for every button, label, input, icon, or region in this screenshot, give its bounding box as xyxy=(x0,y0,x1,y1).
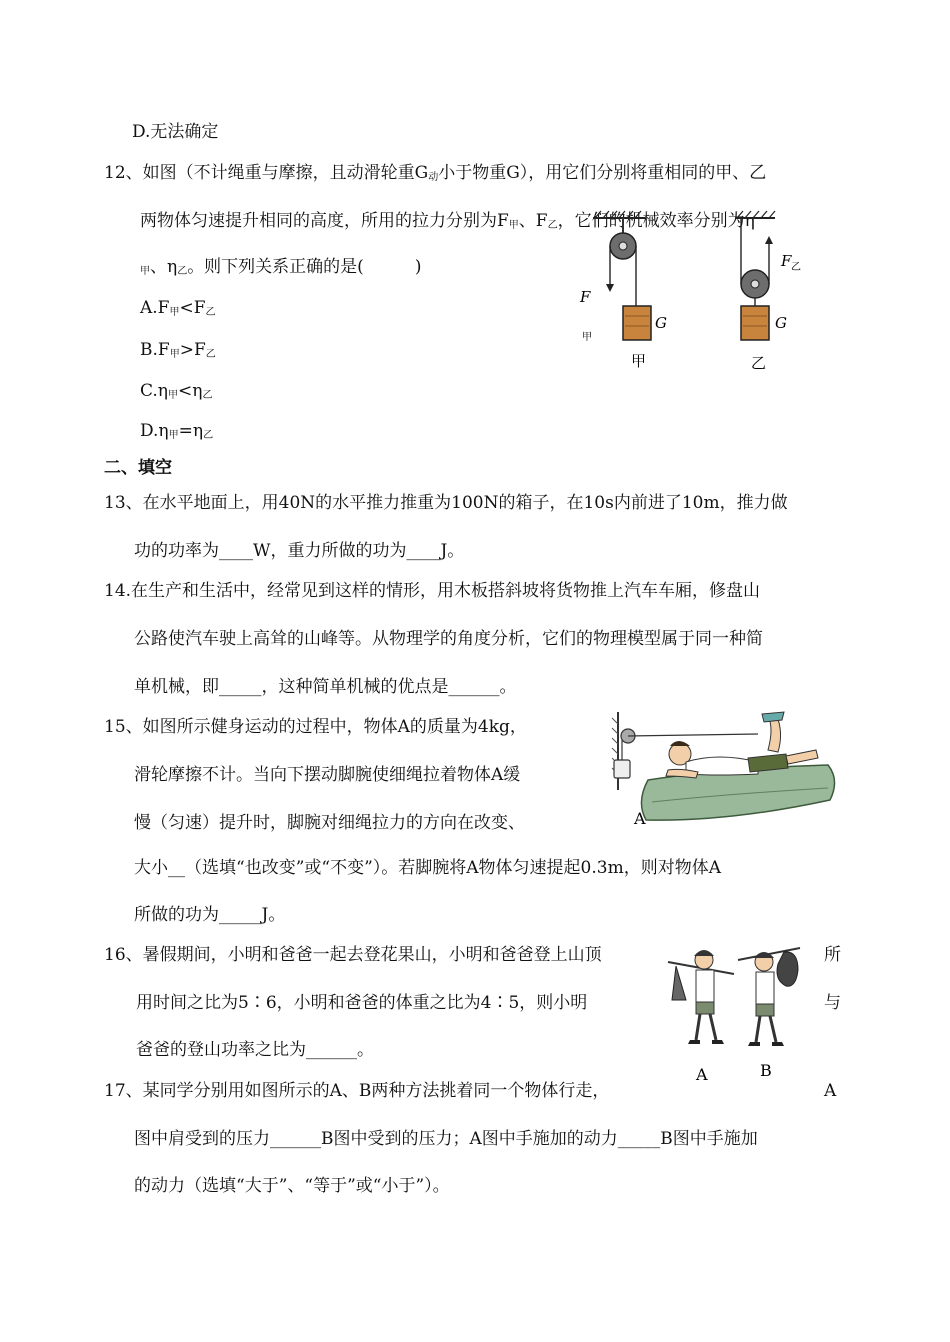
q14-line-1: 14.在生产和生活中，经常见到这样的情形，用木板搭斜坡将货物推上汽车车厢，修盘山 xyxy=(104,581,761,601)
q14-line-3: 单机械，即_____，这种简单机械的优点是______。 xyxy=(134,677,517,697)
weight-yi-label: G xyxy=(775,314,787,332)
q12-option-b-sub1: 甲 xyxy=(169,349,180,360)
q12-option-b-mid: >F xyxy=(179,340,206,360)
left-ceiling xyxy=(593,211,645,218)
force-yi-label: F xyxy=(781,252,792,270)
q16-line-2: 用时间之比为5∶6，小明和爸爸的体重之比为4∶5，则小明 xyxy=(136,993,588,1013)
q12-line-3-a: 、η xyxy=(150,257,178,277)
q12-option-d xyxy=(140,420,213,447)
caption-jia: 甲 xyxy=(631,352,647,370)
q12-sub-dong: 动 xyxy=(428,172,439,183)
q12-option-d-sub1: 甲 xyxy=(168,430,179,441)
q12-line-1-a: 12、如图（不计绳重与摩擦，且动滑轮重G xyxy=(104,163,429,183)
q12-line-2-a: 两物体匀速提升相同的高度，所用的拉力分别为F xyxy=(140,211,509,231)
q12-line-2-b: 、F xyxy=(518,211,548,231)
q13-line-2: 功的功率为____W，重力所做的功为____J。 xyxy=(134,541,465,561)
q12-line-1 xyxy=(104,162,766,189)
q12-line-3-sub-yi: 乙 xyxy=(177,266,188,277)
q12-line-3 xyxy=(140,256,421,283)
q15-line-3: 慢（匀速）提升时，脚腕对细绳拉力的方向在改变、 xyxy=(134,813,525,833)
q12-option-c-sub2: 乙 xyxy=(202,390,213,401)
right-ceiling xyxy=(735,211,775,218)
q15-line-1: 15、如图所示健身运动的过程中，物体A的质量为4kg， xyxy=(104,717,527,737)
q15-line-4: 大小__（选填“也改变”或“不变”）。若脚腕将A物体匀速提起0.3m，则对物体A xyxy=(134,858,721,878)
q15-line-2: 滑轮摩擦不计。当向下摆动脚腕使细绳拉着物体A缓 xyxy=(134,765,521,785)
q12-option-c-mid: <η xyxy=(178,381,203,401)
fixed-pulley-jia xyxy=(606,218,636,306)
q15-line-5: 所做的功为_____J。 xyxy=(134,905,286,925)
force-jia-label: F xyxy=(580,288,591,306)
q17-line-2: 图中肩受到的压力______B图中受到的压力；A图中手施加的动力_____B图中手施加 xyxy=(134,1129,758,1149)
q12-pulley-figure xyxy=(575,206,801,376)
q16-line-3: 爸爸的登山功率之比为______。 xyxy=(136,1040,374,1060)
q12-option-d-pre: D.η xyxy=(140,421,169,441)
q12-line-3-sub-jia: 甲 xyxy=(140,266,150,277)
q12-option-a xyxy=(140,297,216,324)
q12-option-c-sub1: 甲 xyxy=(168,390,178,401)
q12-option-a-sub1: 甲 xyxy=(169,307,180,318)
q12-option-c xyxy=(140,380,212,407)
q12-option-a-pre: A.F xyxy=(140,298,170,318)
q12-sub-yi: 乙 xyxy=(547,220,558,231)
q12-sub-jia: 甲 xyxy=(508,220,519,231)
q13-line-1: 13、在水平地面上，用40N的水平推力推重为100N的箱子，在10s内前进了10m，推力做 xyxy=(104,493,788,513)
q12-option-d-sub2: 乙 xyxy=(203,430,214,441)
q17-line-1-end: A xyxy=(824,1081,837,1101)
force-jia-sub: 甲 xyxy=(582,332,592,343)
weight-a xyxy=(614,760,630,778)
figure-label-b: B xyxy=(760,1061,772,1080)
q17-line-1: 17、某同学分别用如图所示的A、B两种方法挑着同一个物体行走， xyxy=(104,1081,610,1101)
q17-carrying-figure xyxy=(668,940,818,1086)
q12-option-b xyxy=(140,339,216,366)
q12-option-b-sub2: 乙 xyxy=(205,349,216,360)
q12-line-3-b: 。则下列关系正确的是( ) xyxy=(187,257,422,277)
weight-jia-label: G xyxy=(655,314,667,332)
section-title: 二、填空 xyxy=(104,458,172,478)
q14-line-2: 公路使汽车驶上高耸的山峰等。从物理学的角度分析，它们的物理模型属于同一种简 xyxy=(134,629,763,649)
block-yi xyxy=(741,306,769,340)
q12-option-c-pre: C.η xyxy=(140,381,168,401)
q12-line-1-b: 小于物重G），用它们分别将重相同的甲、乙 xyxy=(438,163,767,183)
q16-line-1: 16、暑假期间，小明和爸爸一起去登花果山，小明和爸爸登上山顶 xyxy=(104,945,602,965)
q12-option-d-mid: =η xyxy=(178,421,204,441)
q12-option-a-mid: <F xyxy=(179,298,206,318)
q16-line-1-end: 所 xyxy=(824,945,841,965)
q16-line-2-end: 与 xyxy=(824,993,841,1013)
q12-option-a-sub2: 乙 xyxy=(205,307,216,318)
person-b xyxy=(738,948,800,1046)
movable-pulley-yi xyxy=(741,218,773,306)
q12-line-2-c: ，它们的机械效率分别为η xyxy=(557,211,755,231)
figure-label-a: A xyxy=(696,1065,708,1084)
force-yi-sub: 乙 xyxy=(791,262,801,273)
person-a xyxy=(668,950,734,1044)
caption-yi: 乙 xyxy=(751,354,767,372)
weight-a-label: A xyxy=(634,809,646,828)
q15-fitness-figure xyxy=(608,710,843,830)
block-jia xyxy=(623,306,651,340)
q11-option-d: D.无法确定 xyxy=(132,122,219,142)
q12-option-b-pre: B.F xyxy=(140,340,170,360)
q17-line-3: 的动力（选填“大于”、“等于”或“小于”）。 xyxy=(134,1176,450,1196)
